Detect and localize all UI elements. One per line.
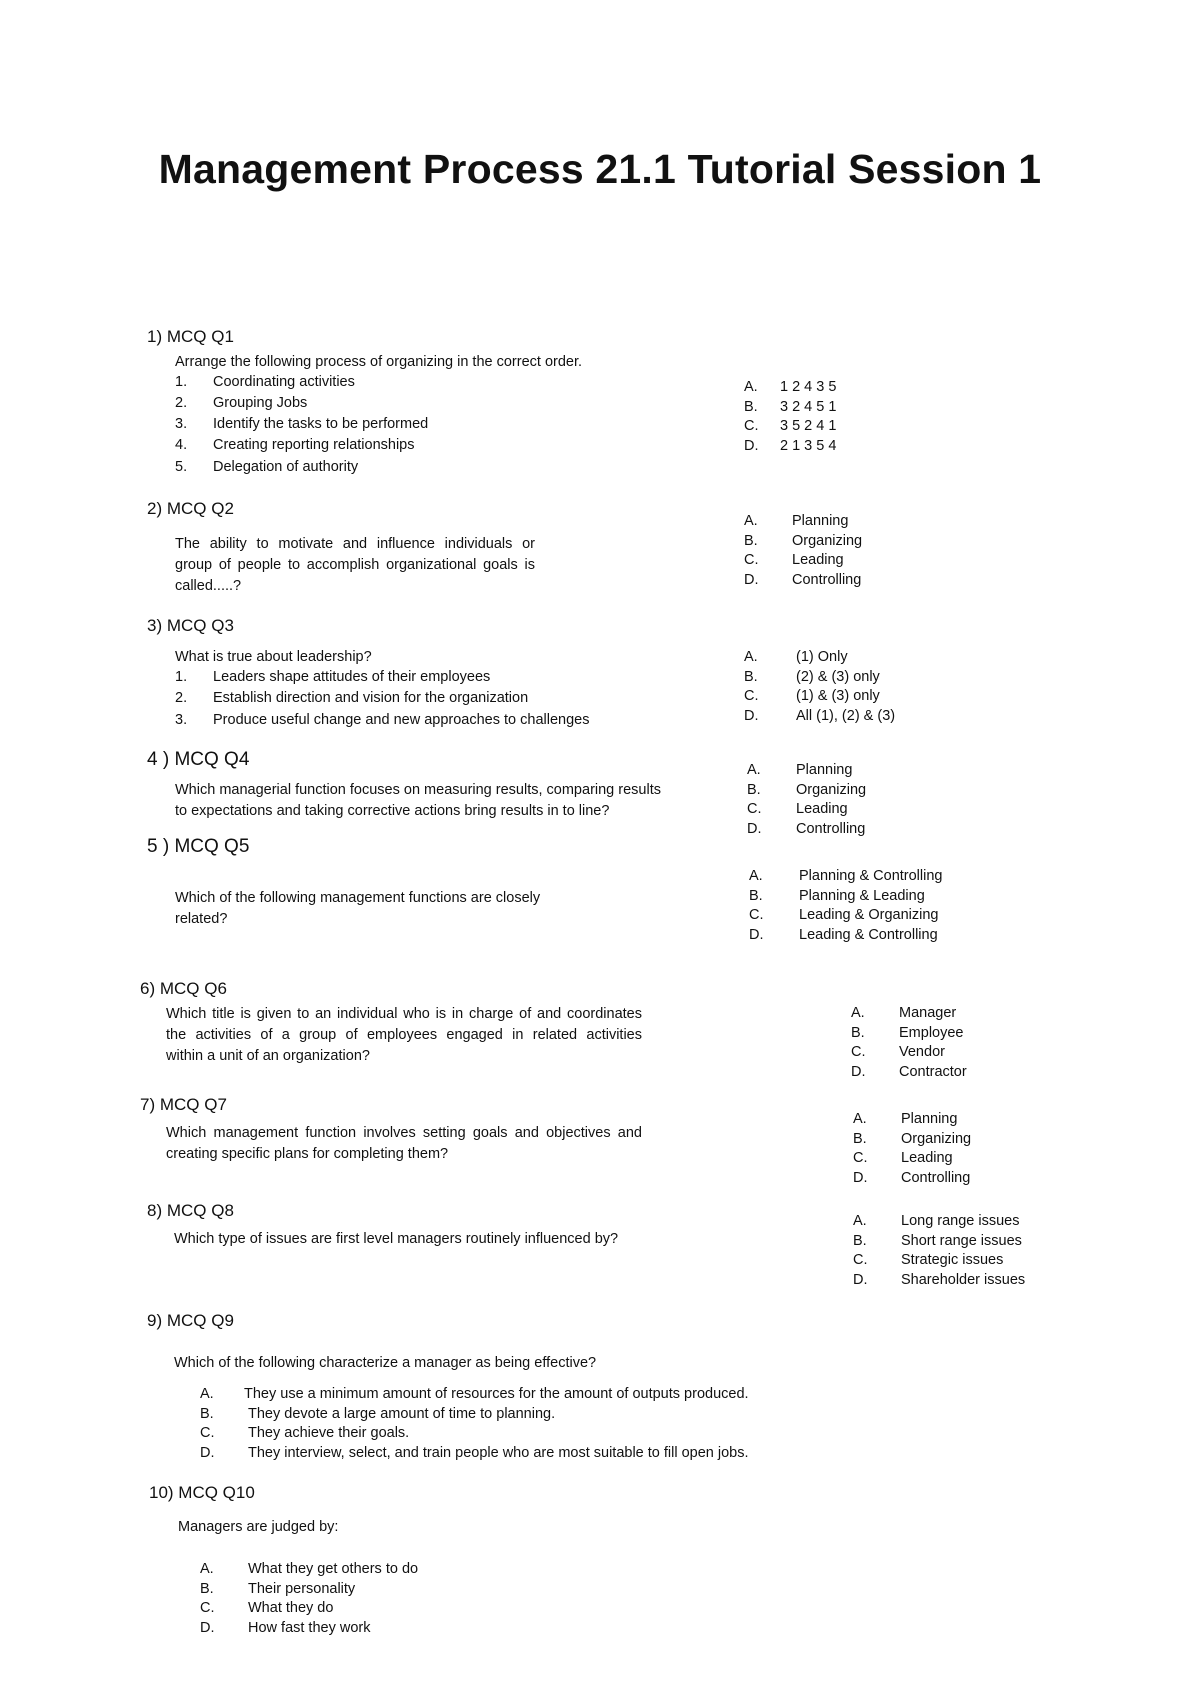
list-item [175,374,355,390]
item-text: Delegation of authority [213,459,359,475]
question-heading: 5 ) MCQ Q5 [147,836,250,857]
option-letter: A. [749,868,763,884]
question-heading: 4 ) MCQ Q4 [147,749,250,770]
list-item [175,690,528,706]
answer-option[interactable] [749,926,942,946]
option-text: Their personality [248,1580,356,1597]
stem-line: related? [175,911,228,927]
stem-line: called.....? [175,578,242,594]
option-letter: D. [744,707,759,724]
answer-option[interactable] [749,906,942,926]
question-heading: 3) MCQ Q3 [147,616,234,635]
answer-option[interactable] [851,1004,967,1024]
question-heading: 7) MCQ Q7 [140,1095,227,1114]
question-stem: What is true about leadership? [175,649,372,665]
option-letter: D. [200,1619,215,1636]
option-text: All (1), (2) & (3) [796,707,896,724]
option-text: Leading [901,1150,953,1166]
question-stem: Arrange the following process of organizing in the correct order. [175,354,583,370]
option-letter: A. [853,1213,867,1229]
list-item [175,416,428,432]
answer-options [747,761,866,839]
option-letter: C. [853,1252,868,1268]
answer-option[interactable] [853,1251,1025,1271]
list-item [175,712,589,728]
option-text: Organizing [901,1130,972,1147]
item-text: Coordinating activities [213,374,355,390]
option-letter: D. [853,1169,868,1186]
answer-option[interactable] [747,761,866,781]
item-text: Establish direction and vision for the organization [213,690,529,706]
answer-option[interactable] [200,1599,418,1619]
page-title: Management Process 21.1 Tutorial Session 1 [158,146,1042,192]
answer-options [744,648,895,726]
stem-line: Which managerial function focuses on measuring results, comparing results [175,782,661,798]
answer-option[interactable] [853,1212,1025,1232]
option-letter: B. [853,1130,867,1147]
option-text: 1 2 4 3 5 [780,379,837,395]
answer-option[interactable] [747,781,866,801]
item-number: 2. [175,690,188,706]
option-text: Organizing [792,532,863,549]
option-letter: B. [200,1405,214,1422]
option-text: Planning [901,1111,958,1127]
question-stem [175,888,540,930]
option-letter: B. [200,1580,214,1597]
option-text: Contractor [899,1063,967,1080]
option-text: Organizing [796,781,867,798]
option-letter: B. [747,781,761,798]
stem-line: The ability to motivate and influence individuals or [175,536,535,552]
answer-option[interactable] [200,1405,749,1425]
answer-option[interactable] [200,1560,418,1580]
answer-option[interactable] [853,1232,1025,1252]
answer-option[interactable] [744,398,836,418]
item-number: 2. [175,395,188,411]
answer-options [853,1212,1025,1290]
option-text: Planning [792,513,849,529]
answer-option[interactable] [853,1169,971,1189]
list-item [175,459,358,475]
option-text: They interview, select, and train people who are most suitable to fill open jobs. [248,1444,749,1461]
question-heading: 8) MCQ Q8 [147,1201,234,1220]
option-text: They achieve their goals. [248,1425,410,1441]
option-text: Shareholder issues [901,1271,1026,1288]
question-stem [166,1004,642,1067]
list-item [175,437,415,453]
stem-line: Which management function involves setting goals and objectives and [166,1125,642,1141]
item-text: Leaders shape attitudes of their employees [213,669,491,685]
option-letter: D. [851,1063,866,1080]
item-text: Identify the tasks to be performed [213,416,429,432]
option-text: Controlling [792,571,862,588]
option-text: Planning [796,762,853,778]
answer-option[interactable] [744,687,895,707]
question-stem: Which type of issues are first level managers routinely influenced by? [174,1231,619,1247]
question-heading: 2) MCQ Q2 [147,499,234,518]
answer-option[interactable] [744,437,836,457]
answer-option[interactable] [747,800,866,820]
option-text: Manager [899,1005,957,1021]
option-text: Long range issues [901,1213,1020,1229]
list-item [175,669,490,685]
answer-option[interactable] [200,1385,749,1405]
answer-option[interactable] [749,867,942,887]
answer-option[interactable] [744,668,895,688]
item-text: Creating reporting relationships [213,437,415,453]
question-heading: 10) MCQ Q10 [149,1483,255,1502]
option-text: Vendor [899,1044,945,1060]
option-letter: D. [744,437,759,454]
option-text: Controlling [901,1169,971,1186]
option-text: Leading & Organizing [799,907,939,923]
answer-option[interactable] [744,378,836,398]
option-letter: A. [744,649,758,665]
option-letter: C. [200,1600,215,1616]
option-letter: B. [744,532,758,549]
answer-options [200,1560,418,1638]
option-text: They devote a large amount of time to planning. [248,1405,556,1422]
option-text: Short range issues [901,1232,1022,1249]
option-letter: A. [744,513,758,529]
option-text: Leading & Controlling [799,926,938,943]
question-stem [175,534,535,597]
option-letter: B. [853,1232,867,1249]
answer-options [200,1385,749,1463]
answer-options [744,512,862,590]
question-heading: 9) MCQ Q9 [147,1311,234,1330]
answer-option[interactable] [853,1271,1025,1291]
answer-option[interactable] [200,1444,749,1464]
answer-option[interactable] [853,1130,971,1150]
option-text: Employee [899,1024,964,1041]
option-letter: B. [744,668,758,685]
option-letter: C. [200,1425,215,1441]
option-text: 3 5 2 4 1 [780,418,837,434]
option-letter: C. [747,801,762,817]
option-letter: A. [200,1386,214,1402]
stem-line: Which title is given to an individual who is in charge of and coordinates [166,1006,642,1022]
option-text: 3 2 4 5 1 [780,398,837,415]
stem-line: Which of the following management functions are closely [175,890,541,906]
option-text: Leading [796,801,848,817]
question-heading: 6) MCQ Q6 [140,979,227,998]
answer-options [749,867,942,945]
item-text: Grouping Jobs [213,395,308,411]
option-text: (1) & (3) only [796,688,880,704]
question-stem [166,1123,642,1165]
option-letter: B. [749,887,763,904]
answer-option[interactable] [200,1424,749,1444]
answer-option[interactable] [744,571,862,591]
answer-option[interactable] [200,1580,418,1600]
list-item [175,395,307,411]
option-letter: A. [200,1561,214,1577]
question-stem: Which of the following characterize a manager as being effective? [174,1355,597,1371]
option-letter: A. [851,1005,865,1021]
question-stem [175,780,661,822]
answer-option[interactable] [853,1149,971,1169]
answer-option[interactable] [744,551,862,571]
answer-options [853,1110,971,1188]
question-stem: Managers are judged by: [178,1519,339,1535]
answer-option[interactable] [200,1619,418,1639]
item-number: 1. [175,669,188,685]
answer-option[interactable] [744,417,836,437]
item-number: 4. [175,437,188,453]
stem-line: the activities of a group of employees engaged in related activities [166,1027,642,1043]
item-number: 1. [175,374,188,390]
option-text: (2) & (3) only [796,668,880,685]
item-number: 5. [175,459,188,475]
option-letter: D. [749,926,764,943]
option-letter: D. [747,820,762,837]
option-text: They use a minimum amount of resources for the amount of outputs produced. [244,1386,749,1402]
stem-line: creating specific plans for completing them? [166,1146,449,1162]
option-text: What they do [248,1600,334,1616]
answer-option[interactable] [744,532,862,552]
item-number: 3. [175,416,188,432]
stem-line: group of people to accomplish organizational goals is [175,557,535,573]
option-text: Leading [792,552,844,568]
option-letter: C. [853,1150,868,1166]
question-heading: 1) MCQ Q1 [147,327,234,346]
option-text: What they get others to do [248,1561,419,1577]
option-letter: D. [744,571,759,588]
option-letter: D. [853,1271,868,1288]
item-number: 3. [175,712,188,728]
answer-option[interactable] [749,887,942,907]
item-text: Produce useful change and new approaches to challenges [213,712,590,728]
option-text: Controlling [796,820,866,837]
option-text: Planning & Leading [799,887,925,904]
stem-line: to expectations and taking corrective actions bring results in to line? [175,803,610,819]
option-text: 2 1 3 5 4 [780,437,837,454]
answer-option[interactable] [851,1043,967,1063]
answer-option[interactable] [744,512,862,532]
option-letter: C. [749,907,764,923]
stem-line: within a unit of an organization? [166,1048,370,1064]
option-letter: B. [744,398,758,415]
answer-option[interactable] [851,1063,967,1083]
answer-option[interactable] [744,707,895,727]
answer-option[interactable] [747,820,866,840]
answer-option[interactable] [853,1110,971,1130]
option-letter: A. [747,762,761,778]
option-text: (1) Only [796,649,848,665]
option-letter: B. [851,1024,865,1041]
option-letter: C. [851,1044,866,1060]
option-letter: A. [853,1111,867,1127]
answer-options [744,378,836,456]
option-text: Planning & Controlling [799,868,943,884]
option-letter: C. [744,688,759,704]
option-letter: A. [744,379,758,395]
option-text: Strategic issues [901,1252,1004,1268]
option-letter: C. [744,418,759,434]
answer-option[interactable] [744,648,895,668]
answer-options [851,1004,967,1082]
option-text: How fast they work [248,1619,371,1636]
answer-option[interactable] [851,1024,967,1044]
option-letter: C. [744,552,759,568]
option-letter: D. [200,1444,215,1461]
